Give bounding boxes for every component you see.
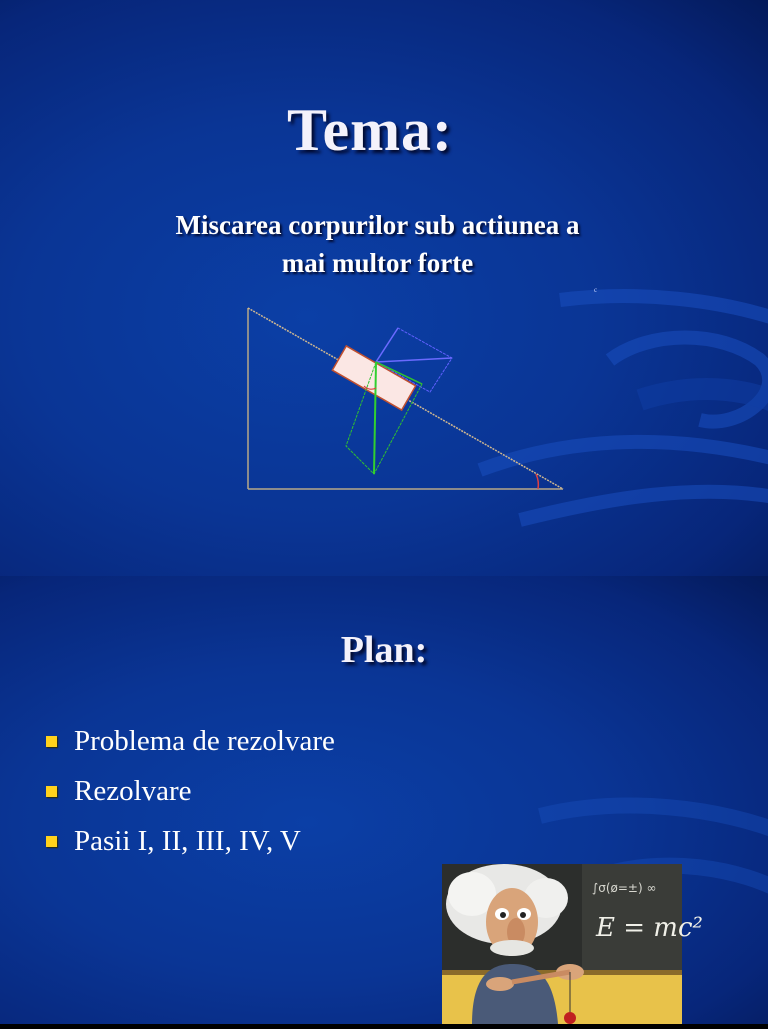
list-item: [46, 716, 335, 766]
board-text: E = mc²: [596, 913, 703, 943]
formula-scribble: ∫σ(ø=±) ∞: [592, 881, 657, 895]
bullet-square-icon: [46, 836, 57, 847]
blue-force-vector-2: [376, 328, 398, 362]
plan-list: [46, 716, 335, 866]
list-item-label: Rezolvare: [74, 774, 192, 807]
subtitle-line-2: mai multor forte: [281, 248, 474, 278]
block: [332, 346, 415, 410]
tiny-mark: c: [594, 286, 598, 294]
slide-title: Tema:: [286, 97, 454, 163]
einstein-caricature-image: [442, 864, 703, 1024]
slide-title: Plan:: [340, 629, 428, 671]
list-item-label: Problema de rezolvare: [74, 724, 335, 757]
bullet-square-icon: [46, 786, 57, 797]
slide-subtitle: [100, 206, 655, 282]
list-item: [46, 816, 335, 866]
bullet-square-icon: [46, 736, 57, 747]
list-item: [46, 766, 335, 816]
list-item-label: Pasii I, II, III, IV, V: [74, 824, 301, 857]
blue-force-vector: [376, 358, 452, 362]
inclined-plane-diagram: [238, 296, 578, 496]
subtitle-line-1: Miscarea corpurilor sub actiunea a: [175, 210, 580, 240]
angle-arc: [536, 474, 538, 489]
slide-plan: [0, 576, 768, 1024]
